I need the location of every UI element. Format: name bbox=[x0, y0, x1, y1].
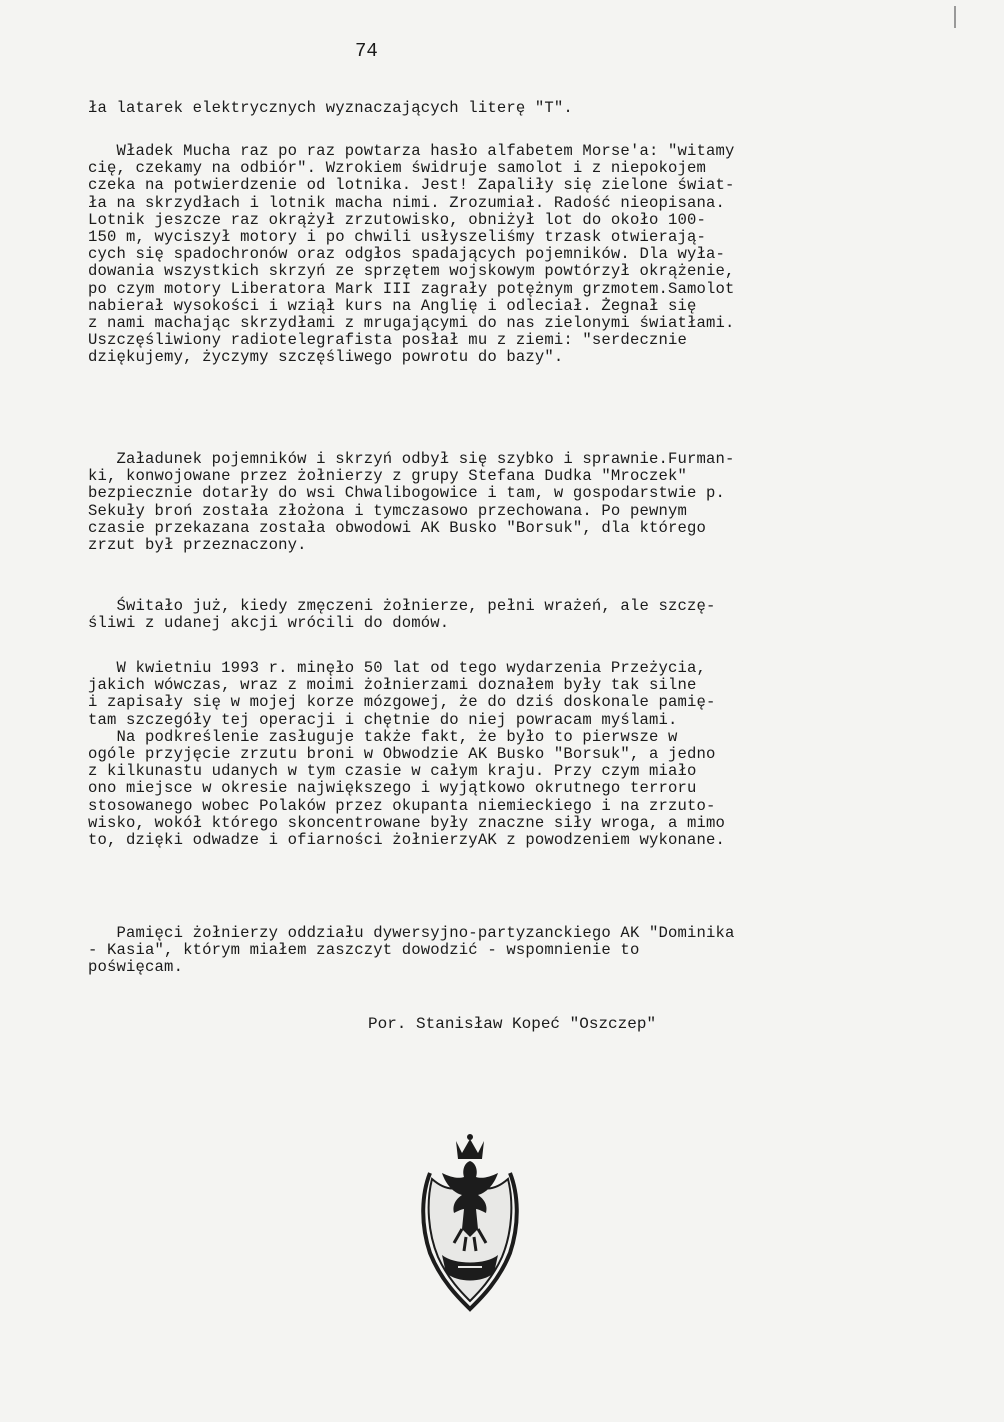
military-eagle-emblem-icon bbox=[412, 1133, 528, 1315]
paragraph-3: Załadunek pojemników i skrzyń odbył się szybko i sprawnie.Furman- ki, konwojowane przez żołnierzy z grupy Stefana Dudka "Mroczek" bezpiecznie dotarły do wsi Chwalibogowice i tam, w gospodarstwie p. Sekuły broń została złożona i tymczasowo przechowana. Po pewnym czasie przekazana została obwodowi AK Busko "Borsuk", dla którego zrzut był przeznaczony. bbox=[88, 450, 735, 555]
page-number: 74 bbox=[355, 40, 378, 62]
signature: Por. Stanisław Kopeć "Oszczep" bbox=[368, 1015, 657, 1033]
scan-edge-mark bbox=[954, 6, 964, 28]
paragraph-4: Świtało już, kiedy zmęczeni żołnierze, pełni wrażeń, ale szczę- śliwi z udanej akcji wrócili do domów. bbox=[88, 597, 716, 633]
paragraph-6: Pamięci żołnierzy oddziału dywersyjno-partyzanckiego AK "Dominika - Kasia", którym miałem zaszczyt dowodzić - wspomnienie to poświęcam. bbox=[88, 924, 735, 977]
paragraph-2: Władek Mucha raz po raz powtarza hasło alfabetem Morse'a: "witamy cię, czekamy na odbiór". Wzrokiem świdruje samolot i z niepokojem czeka na potwierdzenie od lotnika. Jest! Zapaliły się zielone świat- ła na skrzydłach i lotnik macha nimi. Zrozumiał. Radość nieopisana. Lotnik jeszcze raz okrążył zrzutowisko, obniżył lot do około 100- 150 m, wyciszył motory i po chwili usłyszeliśmy trzask otwierają- cych się spadochronów oraz odgłos spadających pojemników. Dla wyła- dowania wszystkich skrzyń ze sprzętem wojskowym powtórzył okrążenie, po czym motory Liberatora Mark III zagrały potężnym grzmotem.Samolot nabierał wysokości i wziął kurs na Anglię i odleciał. Żegnał się z nami machając skrzydłami z mrugającymi do nas zielonymi światłami. Uszczęśliwiony radiotelegrafista posłał mu z ziemi: "serdecznie dziękujemy, życzymy szczęśliwego powrotu do bazy". bbox=[88, 142, 735, 367]
paragraph-1: ła latarek elektrycznych wyznaczających literę "T". bbox=[88, 99, 573, 117]
paragraph-5: W kwietniu 1993 r. minęło 50 lat od tego wydarzenia Przeżycia, jakich wówczas, wraz z moimi żołnierzami doznałem były tak silne i zapisały się w mojej korze mózgowej, że do dziś doskonale pamię- tam szczegóły tej operacji i chętnie do niej powracam myślami. Na podkreślenie zasługuje także fakt, że było to pierwsze w ogóle przyjęcie zrzutu broni w Obwodzie AK Busko "Borsuk", a jedno z kilkunastu udanych w tym czasie w całym kraju. Przy czym miało ono miejsce w okresie największego i wyjątkowo okrutnego terroru stosowanego wobec Polaków przez okupanta niemieckiego i na zrzuto- wisko, wokół którego skoncentrowane były znaczne siły wroga, a mimo to, dzięki odwadze i ofiarności żołnierzyAK z powodzeniem wykonane. bbox=[88, 659, 726, 850]
